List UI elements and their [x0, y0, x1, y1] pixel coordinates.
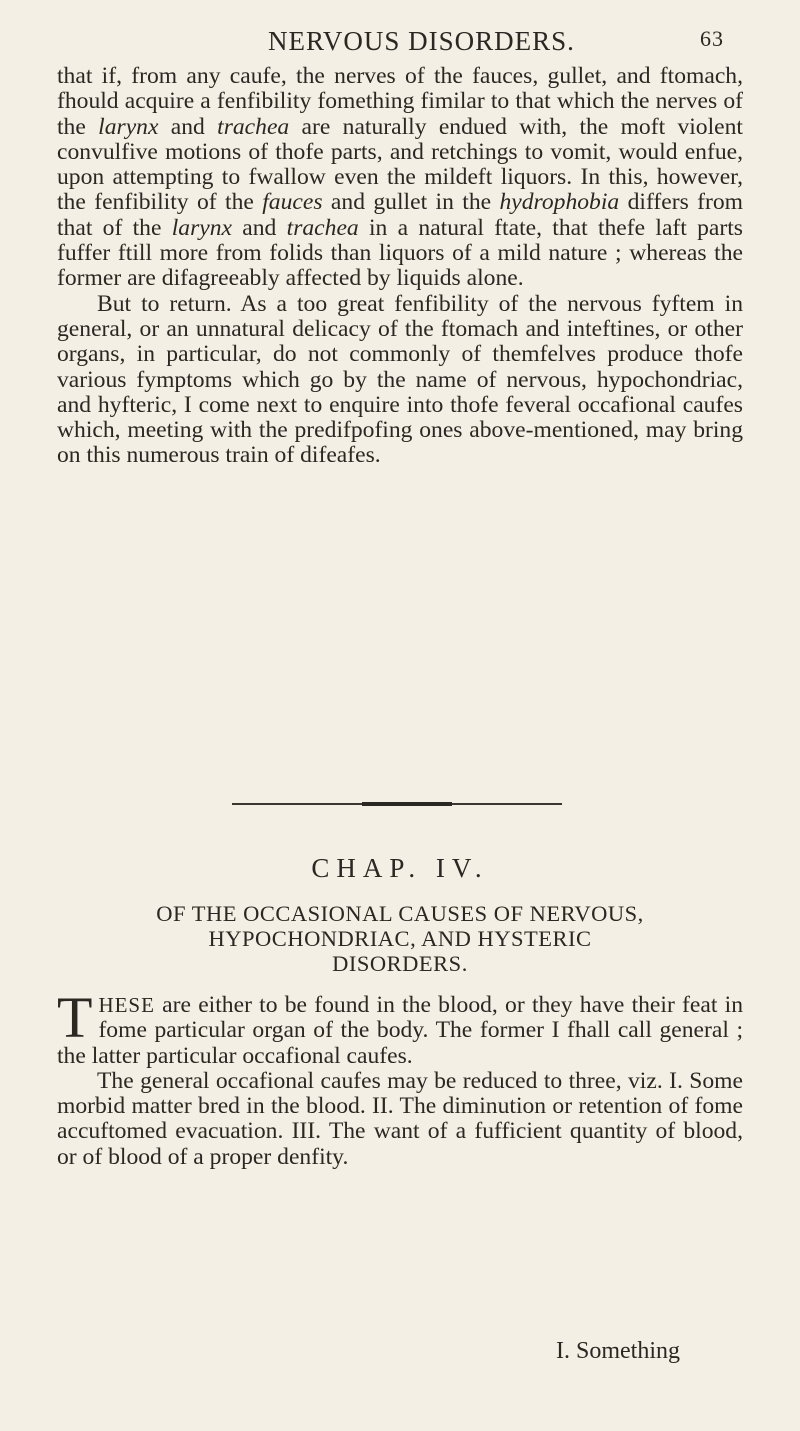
- chapter-title-line-1: OF THE OCCASIONAL CAUSES OF NERVOUS,: [156, 901, 644, 926]
- paragraph-1: [57, 64, 743, 292]
- text-run: in a natural ftate, that thefe laft parts fuffer ftill more from folids than liquors of a mild nature ; whereas the former are difagreeably affected by liquids alone.: [57, 214, 743, 292]
- ornamental-rule-center: [362, 802, 452, 806]
- italic-term: hydrophobia: [499, 189, 620, 216]
- first-word-rest: HESE: [98, 993, 155, 1017]
- chapter-title: [40, 901, 760, 976]
- drop-cap: T: [57, 985, 93, 1050]
- ornamental-rule: [232, 803, 562, 805]
- text-run: and gullet in the: [322, 189, 500, 216]
- chapter-paragraph-2: The general occafional caufes may be reduced to three, viz. I. Some morbid matter bred in the blood. II. The diminution or retention of fome accuftomed evacuation. III. The want of a fufficient quantity of blood, or of blood of a proper denfity.: [57, 1067, 743, 1170]
- chapter-label: CHAP. IV.: [311, 853, 489, 883]
- text-run: But to return. As a too great fenfibility of the nervous fyftem in general, or an unnatural delicacy of the ftomach and inteftines, or other organs, in particular, do not commonly of themfelves produce thofe various fymptoms which go by the name of nervous, hypochondriac, and hyfteric, I come next to enquire into thofe feveral occafional caufes which, meeting with the predifpofing ones above-mentioned, may bring on this numerous train of difeafes.: [57, 290, 743, 469]
- italic-term: fauces: [262, 189, 323, 216]
- italic-term: larynx: [171, 214, 232, 241]
- text-run: and: [158, 113, 218, 140]
- text-run: that if, from any caufe, the nerves of the fauces, gullet, and ftomach, fhould acquire a fenfibility fomething fimilar to that which the nerves of the: [57, 63, 743, 140]
- page-number: 63: [700, 26, 724, 51]
- italic-term: trachea: [286, 214, 359, 241]
- running-title: NERVOUS DISORDERS.: [268, 26, 575, 56]
- first-paragraph-text: are either to be found in the blood, or they have their feat in fome particular organ of the body. The former I fhall call general ; the latter particular occafional caufes.: [57, 992, 743, 1069]
- text-run: differs from that of the: [57, 189, 744, 241]
- body-text: [57, 64, 743, 469]
- chapter-body: [57, 985, 743, 1170]
- text-run: and: [232, 214, 287, 241]
- italic-term: trachea: [217, 113, 290, 140]
- chapter-paragraph-1: [57, 985, 743, 1069]
- chapter-title-line-3: DISORDERS.: [332, 951, 468, 976]
- text-run: are naturally endued with, the moft violent convulfive motions of thofe parts, and retchings to vomit, would enfue, upon attempting to fwallow even the mildeft liquors. In this, however, the fenfibility of the: [57, 113, 743, 216]
- chapter-title-line-2: HYPOCHONDRIAC, AND HYSTERIC: [208, 926, 592, 951]
- italic-term: larynx: [98, 113, 159, 140]
- catchword: I. Something: [556, 1338, 680, 1364]
- paragraph-2: [57, 292, 743, 469]
- page-header: [0, 26, 800, 60]
